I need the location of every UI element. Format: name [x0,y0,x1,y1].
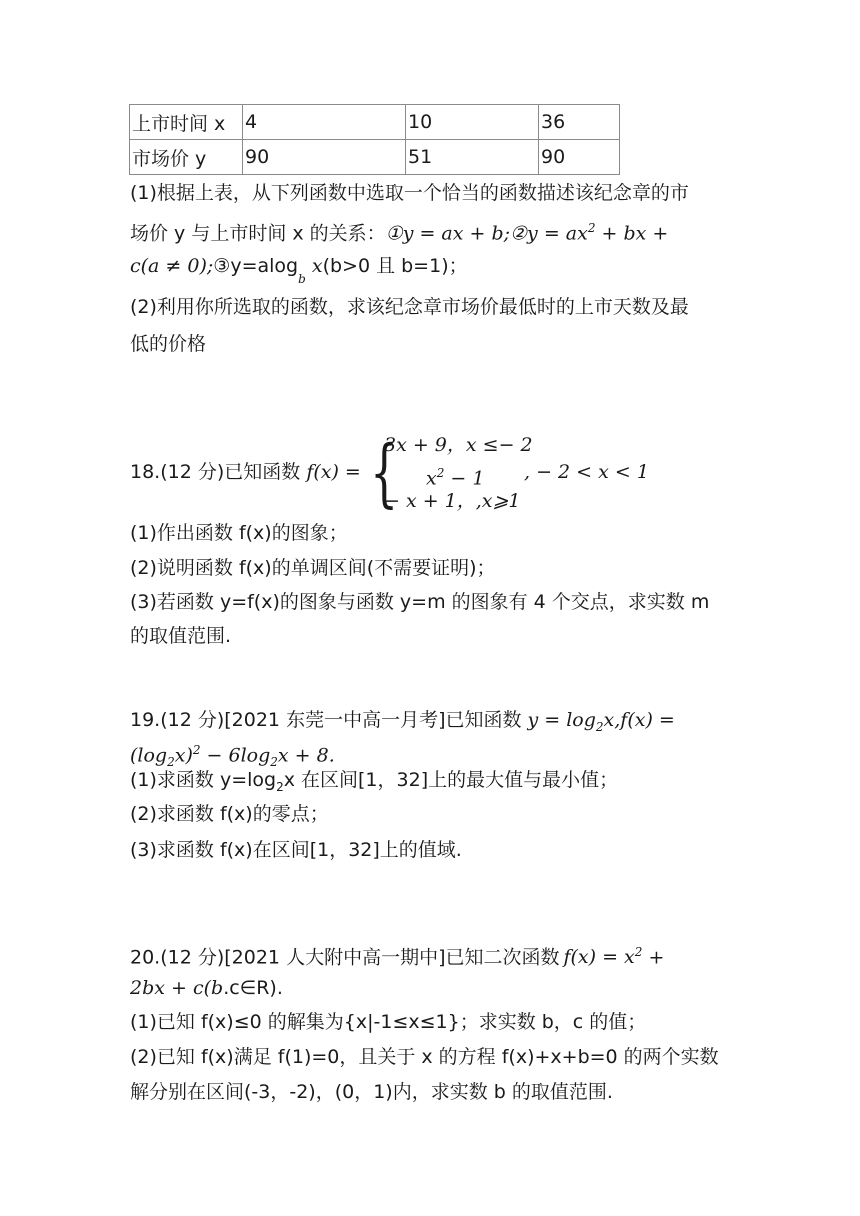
q18-part3-line2: 的取值范围. [130,625,232,647]
q20-part2-line1: (2)已知 f(x)满足 f(1)=0，且关于 x 的方程 f(x)+x+b=0 的两个实数 [130,1046,719,1068]
q18-case2-rest: − 1 [444,467,485,490]
q17-condition-math: c(a ≠ 0); [130,255,214,277]
q19-l2-a: (log [130,744,168,767]
table-row [130,140,620,175]
q17-options-math-tail: + bx + [595,222,669,245]
table-row [130,105,620,140]
q19-part1-a: (1)求函数 y=log [130,769,277,791]
q19-l2-sub2: 2 [270,755,278,770]
q17-option3: ③y=alog [213,255,299,277]
q17-option3-cond: (b>0 且 b=1)； [322,255,468,277]
q18-stem [130,460,361,484]
q17-part1-line3 [130,254,468,285]
q18-case2 [426,461,484,490]
q17-part1-line2 [130,216,668,245]
q19-l2-b: x) [174,744,193,767]
q17-part2-line2: 低的价格 [130,333,207,355]
q18-case3: − x + 1，,x⩾1 [384,490,521,512]
q20-stem [130,940,664,969]
q19-l2-sub1: 2 [167,755,175,770]
q17-part1-line1: (1)根据上表，从下列函数中选取一个恰当的函数描述该纪念章的市 [130,182,689,204]
q17-log-arg: x [305,255,323,277]
q20-part2-line2: 解分别在区间(-3，-2)，(0，1)内，求实数 b 的取值范围. [130,1081,613,1103]
q18-part1: (1)作出函数 f(x)的图象； [130,522,348,544]
price-table [129,104,620,175]
q18-function-name: f(x) = [306,461,361,483]
q19-l2-d: x + 8. [277,744,335,767]
q17-part2-line1: (2)利用你所选取的函数，求该纪念章市场价最低时的上市天数及最 [130,296,689,318]
q20-math1-rest: + [642,946,665,969]
q19-part3: (3)求函数 f(x)在区间[1，32]上的值域. [130,839,462,861]
table-cell: 90 [539,140,620,175]
q19-l2-c: − 6log [200,744,271,767]
table-cell: 4 [243,105,406,140]
q18-stem-text: 18.(12 分)已知函数 [130,461,301,483]
q19-math1: y = log [527,709,596,731]
q17-log-base: b [298,271,306,286]
q18-part2: (2)说明函数 f(x)的单调区间(不需要证明)； [130,557,496,579]
q18-case2-var: x [426,467,437,490]
q20-l2-math: 2bx + c(b [130,977,224,999]
table-cell: 51 [406,140,539,175]
q20-stem-line2 [130,976,283,1000]
q17-exponent: 2 [587,221,596,235]
q20-part1: (1)已知 f(x)≤0 的解集为{x|-1≤x≤1}；求实数 b，c 的值； [130,1011,647,1033]
q20-stem-text: 20.(12 分)[2021 人大附中高一期中]已知二次函数 [130,946,560,969]
q18-case1: 3x + 9，x ≤− 2 [384,434,533,456]
q19-part1-sub: 2 [276,779,284,794]
q20-math1: f(x) = x [563,946,635,969]
q18-case2-condition: , − 2 < x < 1 [524,461,649,483]
q19-l2-sup: 2 [192,743,201,757]
table-cell: 90 [243,140,406,175]
table-cell: 市场价 y [130,140,243,175]
piecewise-brace: { [370,430,399,516]
q19-math1-sub: 2 [595,719,604,734]
q20-math1-sup: 2 [634,945,643,959]
q19-stem [130,708,675,739]
q18-part3-line1: (3)若函数 y=f(x)的图象与函数 y=m 的图象有 4 个交点，求实数 m [130,591,710,613]
q19-math1-rest: x,f(x) = [603,709,675,731]
q19-part1-b: x 在区间[1，32]上的最大值与最小值； [283,769,619,791]
q20-l2-text: .c∈R). [223,977,283,999]
q19-part2: (2)求函数 f(x)的零点； [130,803,329,825]
q19-part1 [130,768,618,799]
table-cell: 上市时间 x [130,105,243,140]
q17-options-math: ①y = ax + b;②y = ax [385,222,588,245]
table-cell: 36 [539,105,620,140]
q18-case2-exp: 2 [436,466,445,480]
q19-stem-text: 19.(12 分)[2021 东莞一中高一月考]已知函数 [130,709,522,731]
table-cell: 10 [406,105,539,140]
q17-part1-line2-text: 场价 y 与上市时间 x 的关系： [130,222,386,245]
